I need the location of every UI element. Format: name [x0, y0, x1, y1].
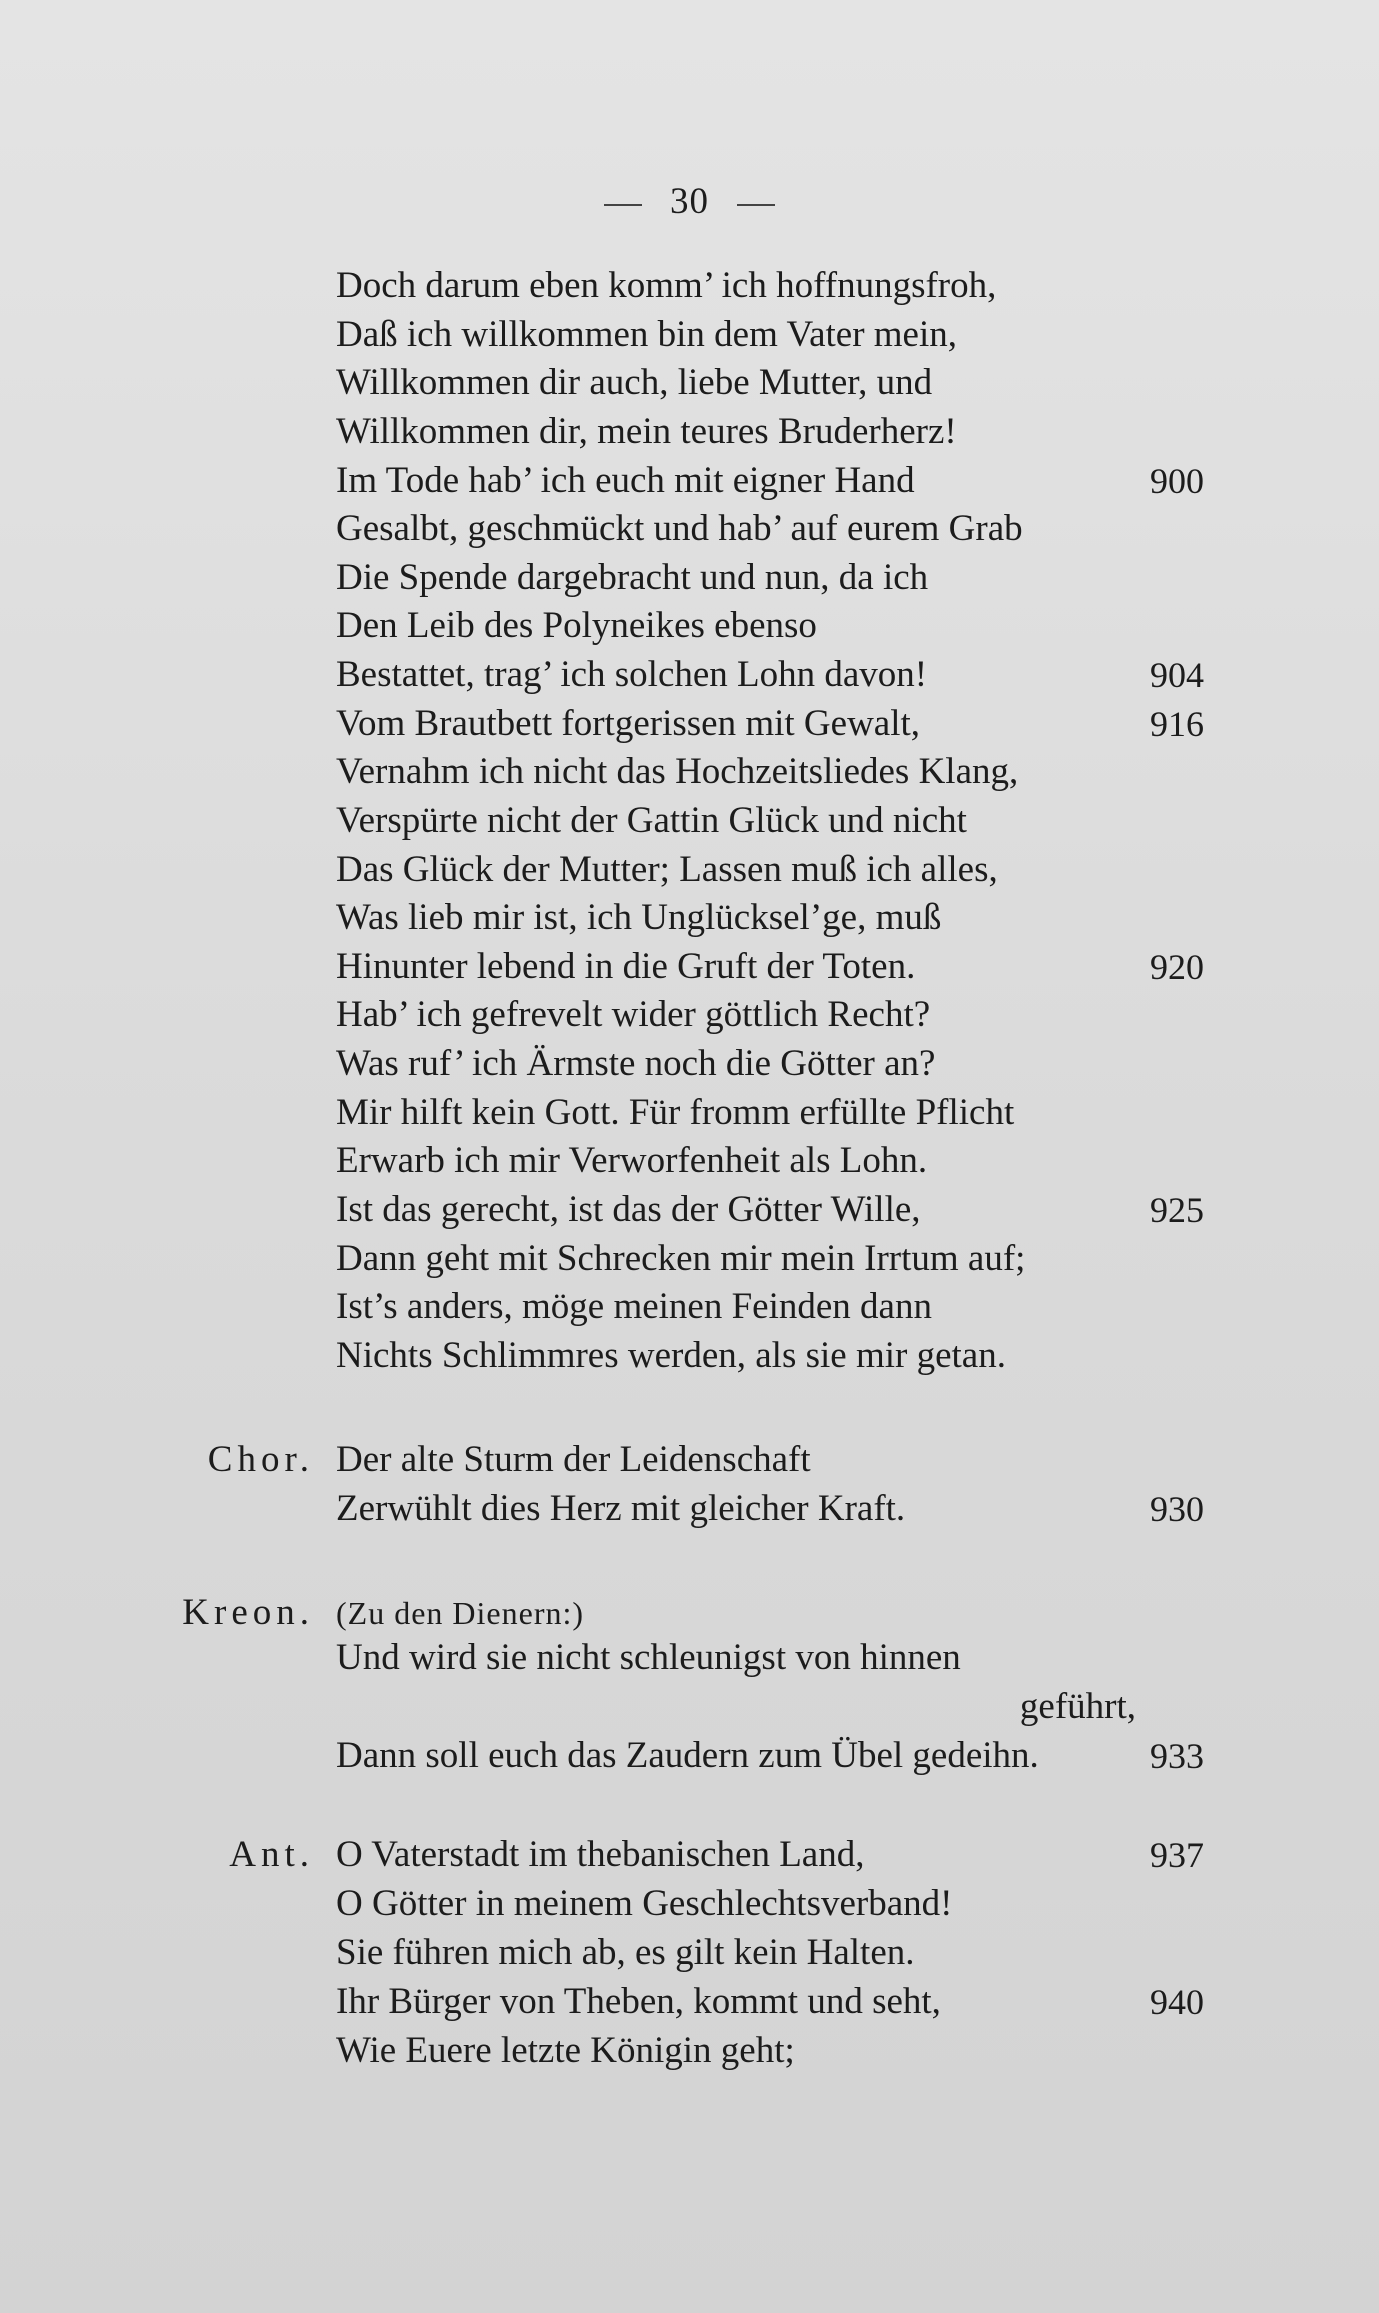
verse-line [336, 505, 1136, 553]
verse-line [336, 797, 1136, 845]
verse-line [336, 1235, 1136, 1283]
verse-text: Wie Euere letzte Königin geht; [336, 2030, 795, 2071]
verse-text: Das Glück der Mutter; Lassen muß ich alles, [336, 849, 998, 890]
verse-line [336, 554, 1136, 602]
verse-continuation: geführt, [1019, 1686, 1136, 1727]
verse-line [336, 943, 1204, 991]
verse-text: Vom Brautbett fortgerissen mit Gewalt, [336, 703, 921, 744]
line-number: 925 [1150, 1190, 1204, 1230]
verse-text: Was ruf’ ich Ärmste noch die Götter an? [336, 1043, 936, 1084]
verse-line [336, 651, 1204, 699]
line-number: 920 [1150, 947, 1204, 987]
verse-line [336, 1283, 1136, 1331]
verse-text: Zerwühlt dies Herz mit gleicher Kraft. [336, 1488, 906, 1529]
verse-line [336, 1089, 1136, 1137]
verse-text: Hab’ ich gefrevelt wider göttlich Recht? [336, 994, 931, 1035]
verse-text: Sie führen mich ab, es gilt kein Halten. [336, 1932, 915, 1973]
verse-text: Bestattet, trag’ ich solchen Lohn davon! [336, 654, 928, 695]
verse-text: Der alte Sturm der Leidenschaft [336, 1439, 811, 1480]
verse-text: Hinunter lebend in die Gruft der Toten. [336, 946, 916, 987]
verse-line [336, 1634, 1136, 1682]
verse-text: Und wird sie nicht schleunigst von hinnen [336, 1637, 961, 1678]
verse-line [336, 262, 1136, 310]
verse-text: Ihr Bürger von Theben, kommt und seht, [336, 1981, 941, 2022]
verse-text: Den Leib des Polyneikes ebenso [336, 605, 817, 646]
speaker-chor: Chor. [207, 1439, 314, 1480]
verse-text: Was lieb mir ist, ich Unglücksel’ge, muß [336, 897, 942, 938]
verse-line [336, 457, 1204, 505]
verse-line [336, 1040, 1136, 1088]
line-number: 933 [1150, 1736, 1204, 1776]
verse-text: Willkommen dir, mein teures Bruderherz! [336, 411, 957, 452]
verse-line [336, 1831, 1204, 1879]
verse-text: O Götter in meinem Geschlechtsverband! [336, 1883, 953, 1924]
left-dash [604, 204, 642, 206]
verse-text: Die Spende dargebracht und nun, da ich [336, 557, 929, 598]
stage-direction-line [336, 1589, 1136, 1637]
verse-line [336, 1436, 1136, 1484]
verse-line [336, 1732, 1204, 1780]
verse-text: Dann geht mit Schrecken mir mein Irrtum auf; [336, 1238, 1026, 1279]
verse-text: Erwarb ich mir Verworfenheit als Lohn. [336, 1140, 928, 1181]
line-number: 940 [1150, 1982, 1204, 2022]
verse-text: Ist’s anders, möge meinen Feinden dann [336, 1286, 932, 1327]
verse-line [336, 894, 1136, 942]
page-number-text: 30 [670, 181, 709, 222]
page-number [0, 180, 1379, 223]
verse-line [336, 1186, 1204, 1234]
verse-line [336, 311, 1136, 359]
verse-line [336, 846, 1136, 894]
verse-text: Willkommen dir auch, liebe Mutter, und [336, 362, 933, 403]
speaker-kreon: Kreon. [182, 1592, 314, 1633]
verse-line [336, 748, 1136, 796]
verse-line [336, 359, 1136, 407]
verse-line [336, 700, 1204, 748]
verse-line [336, 2027, 1136, 2075]
line-number: 930 [1150, 1489, 1204, 1529]
verse-line [336, 1929, 1136, 1977]
verse-text: Im Tode hab’ ich euch mit eigner Hand [336, 460, 915, 501]
verse-text: Vernahm ich nicht das Hochzeitsliedes Klang, [336, 751, 1019, 792]
verse-line [336, 1485, 1204, 1533]
verse-continuation-line [336, 1683, 1136, 1731]
verse-line [336, 1137, 1136, 1185]
verse-line [336, 991, 1136, 1039]
verse-text: O Vaterstadt im thebanischen Land, [336, 1834, 865, 1875]
verse-text: Gesalbt, geschmückt und hab’ auf eurem Grab [336, 508, 1023, 549]
verse-text: Daß ich willkommen bin dem Vater mein, [336, 314, 957, 355]
verse-line [336, 1332, 1136, 1380]
verse-text: Doch darum eben komm’ ich hoffnungsfroh, [336, 265, 997, 306]
line-number: 916 [1150, 704, 1204, 744]
right-dash [737, 204, 775, 206]
verse-text: Dann soll euch das Zaudern zum Übel gedeihn. [336, 1735, 1039, 1776]
verse-line [336, 408, 1136, 456]
verse-line [336, 602, 1136, 650]
line-number: 904 [1150, 655, 1204, 695]
verse-line [336, 1978, 1204, 2026]
verse-text: Mir hilft kein Gott. Für fromm erfüllte Pflicht [336, 1092, 1015, 1133]
verse-text: Ist das gerecht, ist das der Götter Wille, [336, 1189, 921, 1230]
line-number: 900 [1150, 461, 1204, 501]
verse-line [336, 1880, 1136, 1928]
verse-text: Nichts Schlimmres werden, als sie mir getan. [336, 1335, 1006, 1376]
speaker-ant: Ant. [229, 1834, 314, 1875]
stage-direction: (Zu den Dienern:) [336, 1595, 585, 1631]
line-number: 937 [1150, 1835, 1204, 1875]
verse-text: Verspürte nicht der Gattin Glück und nicht [336, 800, 967, 841]
